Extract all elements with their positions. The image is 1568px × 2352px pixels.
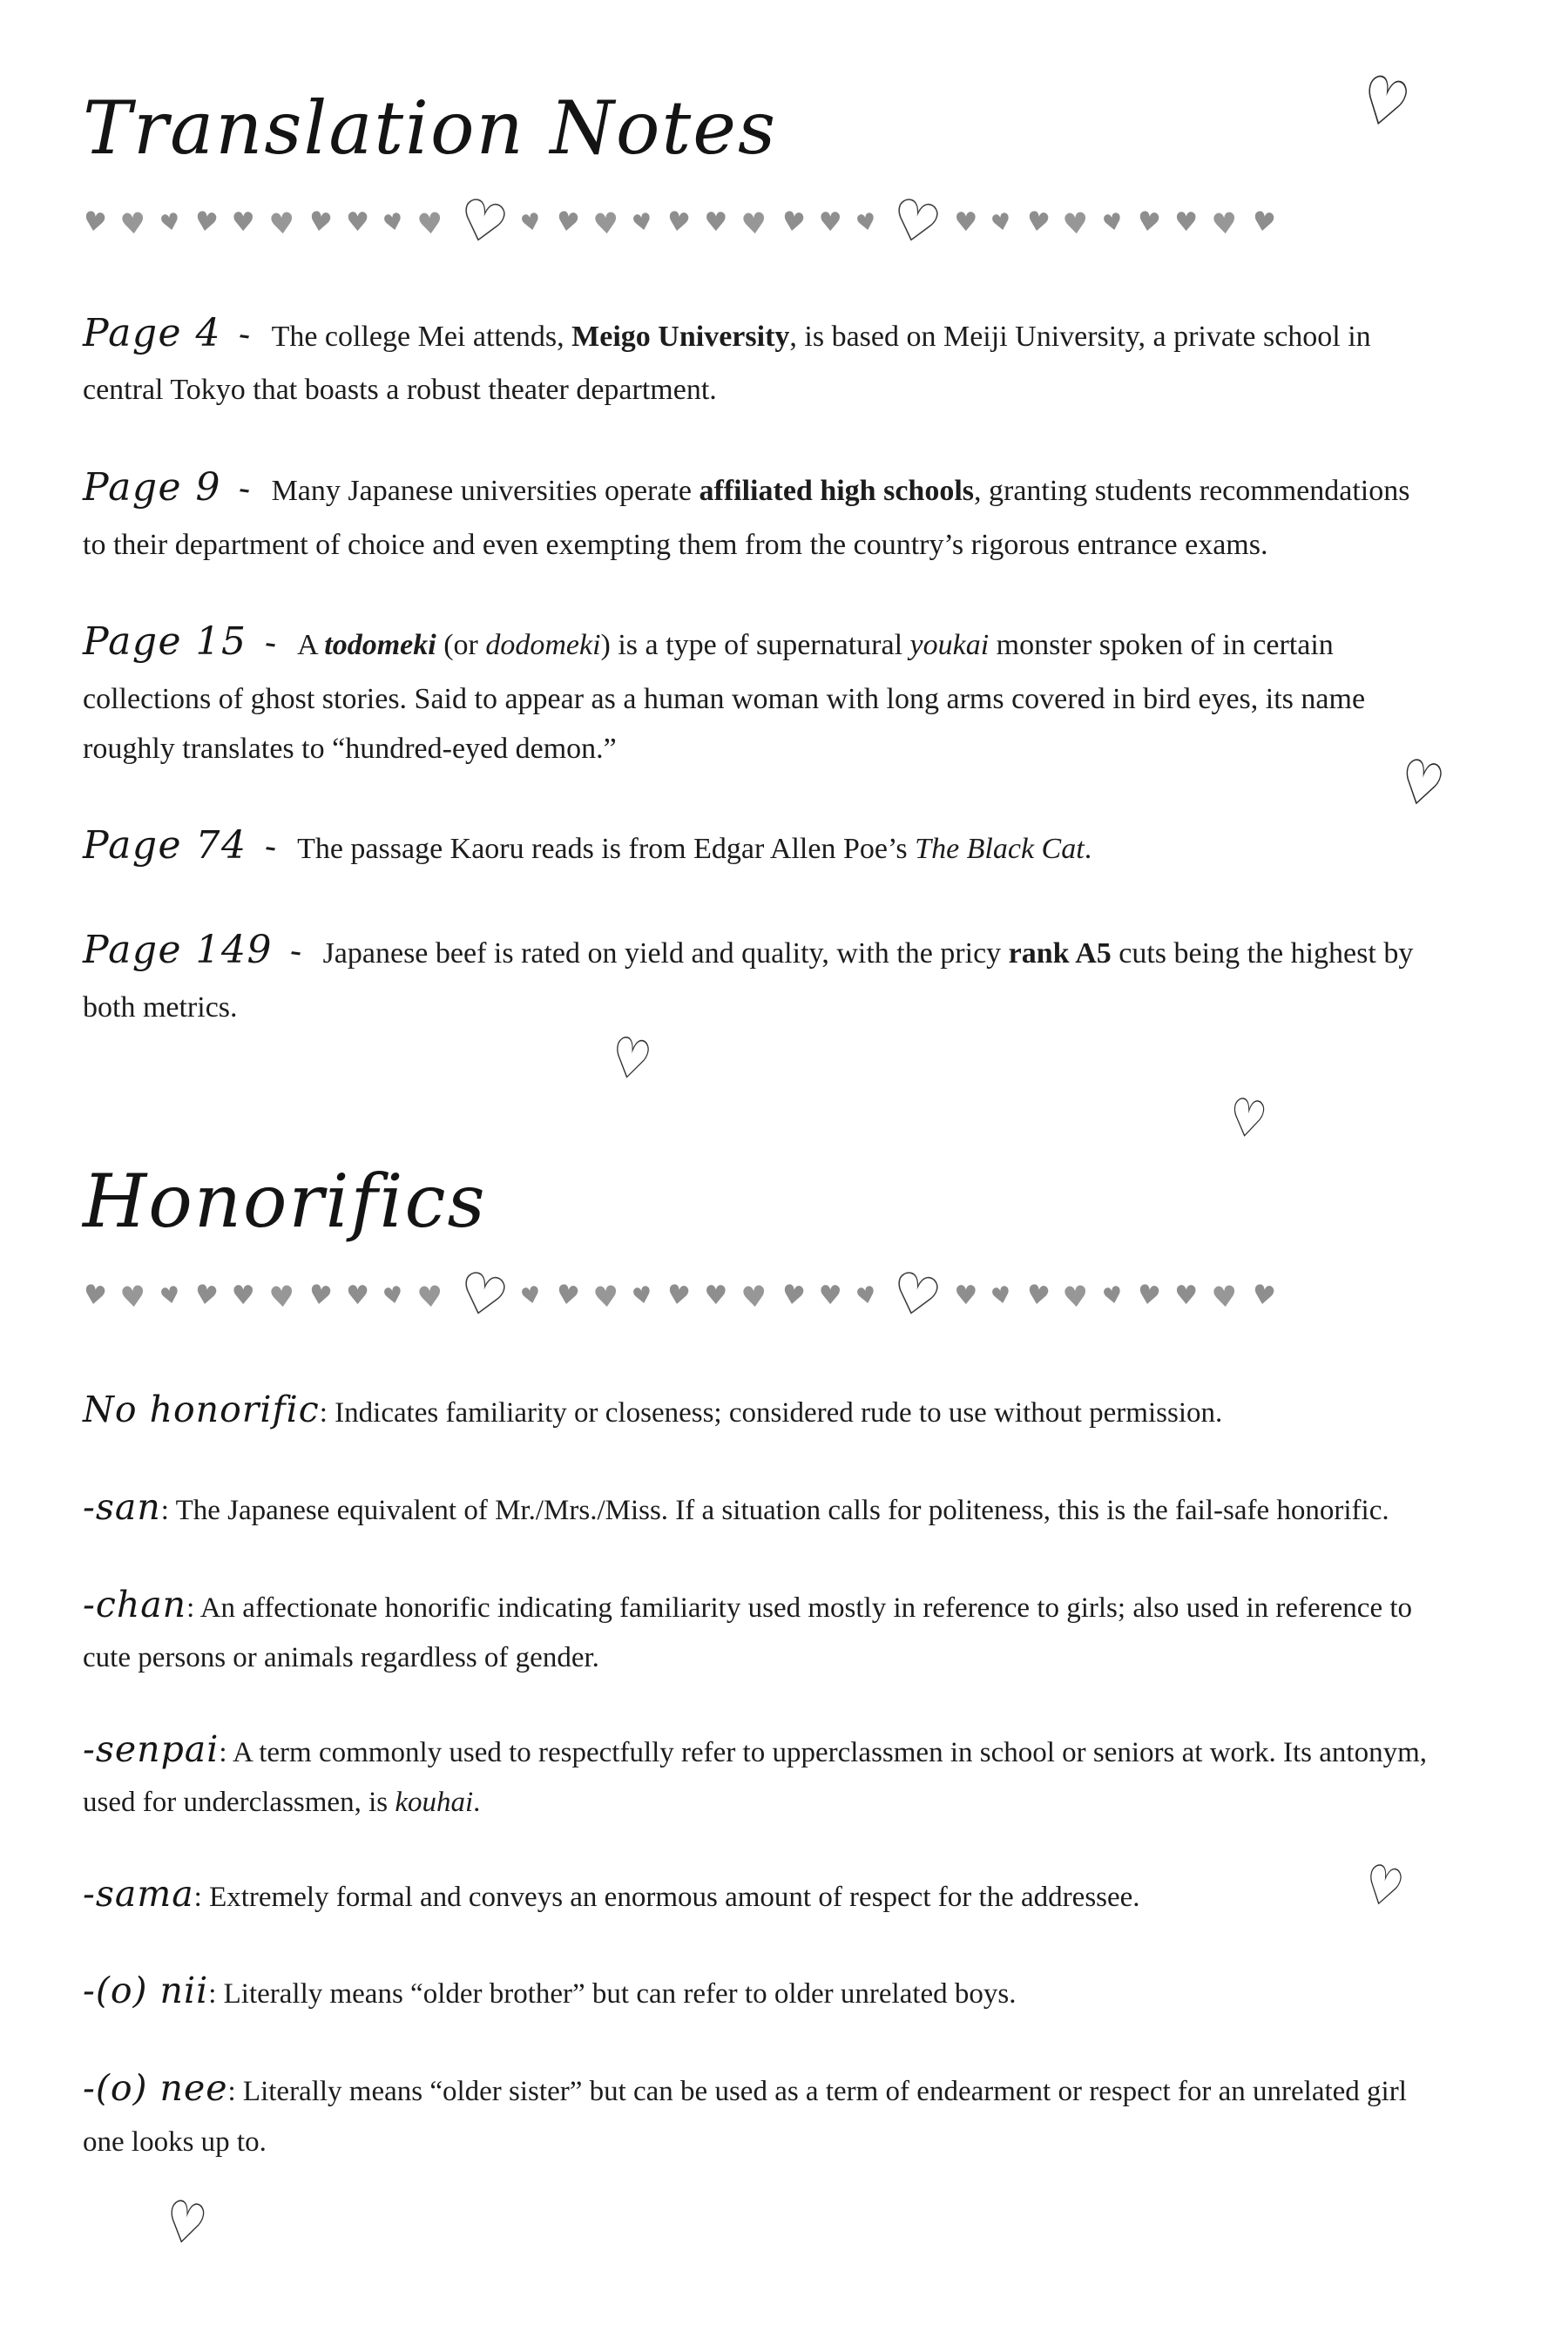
heart-outline-icon: ♡ <box>449 186 515 261</box>
heart-icon: ♥ <box>118 205 148 242</box>
honorific-term: No honorific <box>83 1389 320 1431</box>
honorific-term: -(o) nii <box>83 1970 209 2012</box>
note-text: , is based on Meiji University, a private school in central Tokyo that boasts a robust theater department. <box>83 320 1371 407</box>
heart-icon: ♥ <box>1249 206 1278 240</box>
page-dash: - <box>261 621 280 664</box>
honorific-text: Literally means “older sister” but can be used as a term of endearment or respect for an unrelated girl one looks up to. <box>83 2075 1407 2158</box>
heart-icon: ♥ <box>740 205 769 242</box>
heart-icon: ♥ <box>192 206 220 240</box>
heart-icon: ♥ <box>704 207 728 239</box>
note-text: The Black Cat <box>915 832 1085 865</box>
heart-icon: ♥ <box>1134 206 1163 240</box>
note-text: todomeki <box>324 628 436 661</box>
note-text: , granting students recommendations to their department of choice and even exempting them from the country’s rigorous entrance exams. <box>83 474 1410 561</box>
heart-icon: ♥ <box>779 1279 808 1313</box>
note-text: The passage Kaoru reads is from Edgar Allen Poe’s <box>297 832 916 865</box>
heart-icon: ♥ <box>157 1281 183 1312</box>
heart-icon: ♥ <box>1100 1281 1126 1312</box>
honorific-term: -san <box>83 1485 161 1528</box>
heart-icon: ♥ <box>853 208 879 239</box>
heart-icon: ♥ <box>381 1281 407 1312</box>
note-text: dodomeki <box>485 628 601 661</box>
page-label: Page 9 <box>83 464 222 510</box>
page-label: Page 4 <box>83 310 222 355</box>
heart-icon: ♥ <box>664 206 693 240</box>
honorifics-title: Honorifics <box>83 1158 487 1244</box>
decorative-heart-icon: ♡ <box>604 1024 657 1096</box>
note-text: youkai <box>909 628 990 661</box>
honorific-text: An affectionate honorific indicating familiarity used mostly in reference to girls; also used in reference to cute persons or animals regardless of gender. <box>83 1592 1413 1674</box>
heart-icon: ♥ <box>591 205 620 242</box>
decorative-heart-icon: ♡ <box>1391 744 1451 824</box>
honorific-colon: : <box>208 1978 217 2011</box>
heart-icon: ♥ <box>231 1281 255 1312</box>
page-dash: - <box>235 313 253 355</box>
heart-icon: ♥ <box>1174 207 1199 239</box>
page-dash: - <box>261 826 280 868</box>
honorific-term: -senpai <box>83 1727 220 1770</box>
page-label: Page 15 <box>83 618 247 664</box>
page-title: Translation Notes <box>83 85 778 171</box>
heart-icon: ♥ <box>1134 1279 1163 1313</box>
note-text: Japanese beef is rated on yield and quality, with the pricy <box>322 936 1009 970</box>
honorific-text: Indicates familiarity or closeness; considered rude to use without permission. <box>335 1397 1223 1429</box>
heart-icon: ♥ <box>267 205 296 242</box>
decorative-heart-icon: ♡ <box>1355 1850 1410 1923</box>
heart-icon: ♥ <box>381 208 407 239</box>
heart-icon: ♥ <box>664 1279 693 1313</box>
heart-icon: ♥ <box>1249 1279 1278 1313</box>
note-text: ) is a type of supernatural <box>600 628 910 661</box>
decorative-heart-icon: ♡ <box>1350 58 1418 146</box>
honorific-entry <box>83 1478 1446 1538</box>
heart-icon: ♥ <box>157 208 183 239</box>
heart-icon: ♥ <box>416 1278 445 1315</box>
honorific-colon: : <box>319 1397 328 1429</box>
heart-icon: ♥ <box>1061 1278 1091 1315</box>
heart-icon: ♥ <box>416 205 445 242</box>
heart-icon: ♥ <box>346 207 370 239</box>
honorific-text: kouhai <box>395 1787 474 1819</box>
heart-outline-icon: ♡ <box>449 1259 515 1334</box>
heart-icon: ♥ <box>818 1281 842 1312</box>
honorific-text: Extremely formal and conveys an enormous amount of respect for the addressee. <box>209 1881 1140 1913</box>
note-text: The college Mei attends, <box>271 320 572 353</box>
heart-divider <box>80 186 1485 261</box>
honorific-colon: : <box>160 1494 169 1526</box>
heart-icon: ♥ <box>740 1278 769 1315</box>
note-text: . <box>1084 832 1092 865</box>
heart-icon: ♥ <box>704 1281 728 1312</box>
honorific-entry <box>83 1865 1446 1924</box>
heart-icon: ♥ <box>1024 206 1052 240</box>
page-label: Page 149 <box>83 927 274 972</box>
honorific-term: -(o) nee <box>83 2066 228 2109</box>
translation-note <box>83 301 1429 416</box>
heart-icon: ♥ <box>1024 1279 1052 1313</box>
honorific-entry <box>83 1962 1446 2021</box>
honorific-text: A term commonly used to respectfully refer to upperclassmen in school or seniors at work. Its antonym, used for underclassmen, is <box>83 1736 1427 1819</box>
page-dash: - <box>287 929 305 972</box>
honorific-entry <box>83 1720 1446 1827</box>
honorific-term: -chan <box>83 1583 187 1625</box>
heart-icon: ♥ <box>1061 205 1091 242</box>
heart-icon: ♥ <box>954 1281 978 1312</box>
heart-icon: ♥ <box>989 1281 1015 1312</box>
heart-icon: ♥ <box>1100 208 1126 239</box>
honorific-colon: : <box>219 1736 227 1768</box>
honorific-colon: : <box>186 1592 195 1624</box>
heart-icon: ♥ <box>630 208 656 239</box>
honorific-entry <box>83 1576 1446 1682</box>
page-dash: - <box>235 467 253 510</box>
heart-icon: ♥ <box>553 1279 582 1313</box>
heart-icon: ♥ <box>553 206 582 240</box>
honorifics-list <box>83 1381 1485 2166</box>
page-label: Page 74 <box>83 822 247 868</box>
heart-icon: ♥ <box>1174 1281 1199 1312</box>
honorific-entry <box>83 2059 1446 2166</box>
translation-notes-list <box>83 301 1485 1032</box>
honorific-text: The Japanese equivalent of Mr./Mrs./Miss. If a situation calls for politeness, this is the fail-safe honorific. <box>175 1494 1389 1526</box>
heart-icon: ♥ <box>346 1281 370 1312</box>
honorific-term: -sama <box>83 1872 194 1915</box>
heart-icon: ♥ <box>306 1279 335 1313</box>
heart-divider <box>80 1259 1485 1334</box>
translation-note <box>83 814 1429 878</box>
heart-icon: ♥ <box>306 206 335 240</box>
heart-icon: ♥ <box>518 1281 544 1312</box>
heart-icon: ♥ <box>231 207 255 239</box>
heart-outline-icon: ♡ <box>882 186 948 261</box>
heart-icon: ♥ <box>853 1281 879 1312</box>
heart-icon: ♥ <box>118 1278 148 1315</box>
translation-note <box>83 610 1429 774</box>
translation-note <box>83 456 1429 570</box>
note-text: cuts being the highest by both metrics. <box>83 936 1414 1024</box>
decorative-heart-icon: ♡ <box>1223 1085 1272 1153</box>
note-text: Meigo University <box>571 320 790 353</box>
note-text: A <box>297 628 325 661</box>
heart-outline-icon: ♡ <box>882 1259 948 1334</box>
honorific-text: . <box>473 1787 481 1819</box>
heart-icon: ♥ <box>989 208 1015 239</box>
note-text: monster spoken of in certain collections of ghost stories. Said to appear as a human woman with long arms covered in bird eyes, its name roughly translates to “hundred-eyed demon.” <box>83 628 1366 765</box>
heart-icon: ♥ <box>1210 1278 1240 1315</box>
heart-icon: ♥ <box>518 208 544 239</box>
honorific-colon: : <box>193 1881 202 1913</box>
honorific-text: Literally means “older brother” but can refer to older unrelated boys. <box>223 1978 1017 2011</box>
honorifics-section <box>80 1158 1485 2166</box>
heart-icon: ♥ <box>1210 205 1240 242</box>
translation-note <box>83 918 1429 1032</box>
note-text: affiliated high schools <box>699 474 974 507</box>
heart-icon: ♥ <box>80 1279 109 1313</box>
heart-icon: ♥ <box>591 1278 620 1315</box>
heart-icon: ♥ <box>267 1278 296 1315</box>
heart-icon: ♥ <box>192 1279 220 1313</box>
honorific-colon: : <box>227 2075 236 2107</box>
heart-icon: ♥ <box>779 206 808 240</box>
heart-icon: ♥ <box>954 207 978 239</box>
heart-icon: ♥ <box>818 207 842 239</box>
note-text: (or <box>436 628 486 661</box>
heart-icon: ♥ <box>630 1281 656 1312</box>
note-text: Many Japanese universities operate <box>271 474 700 507</box>
note-text: rank A5 <box>1008 936 1112 970</box>
honorific-entry <box>83 1381 1446 1440</box>
heart-icon: ♥ <box>80 206 109 240</box>
decorative-heart-icon: ♡ <box>158 2186 213 2261</box>
